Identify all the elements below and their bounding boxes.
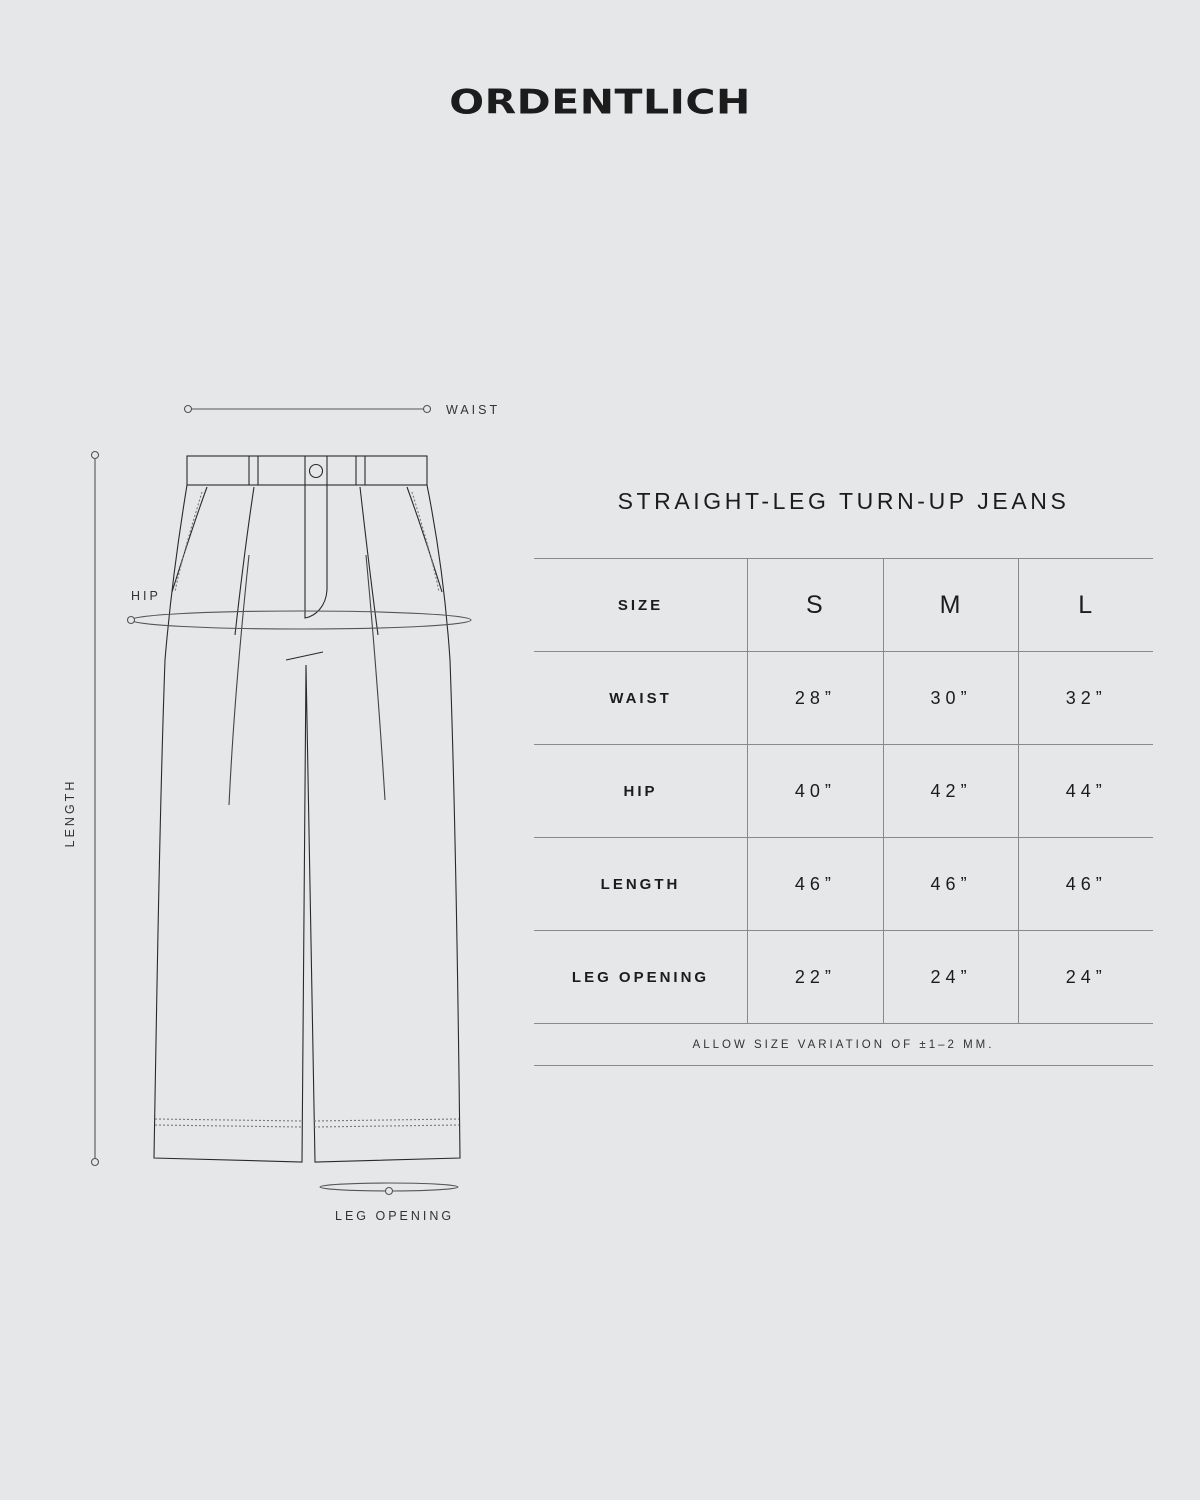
garment-diagram	[0, 0, 540, 1300]
table-row-waist	[534, 652, 1153, 745]
table-row-leg-opening	[534, 931, 1153, 1024]
cell-leg-opening-m: 24”	[883, 931, 1019, 1024]
table-row-length	[534, 838, 1153, 931]
size-l: L	[1019, 559, 1153, 652]
jeans-illustration	[0, 0, 540, 1300]
cell-waist-s: 28”	[748, 652, 884, 745]
size-variation-note: ALLOW SIZE VARIATION OF ±1–2 MM.	[534, 1024, 1153, 1066]
cell-length-l: 46”	[1019, 838, 1153, 931]
cell-hip-s: 40”	[748, 745, 884, 838]
product-title: STRAIGHT-LEG TURN-UP JEANS	[617, 488, 1070, 514]
size-header-label: SIZE	[534, 559, 748, 652]
length-measure-label: LENGTH	[63, 778, 77, 848]
table-row-hip	[534, 745, 1153, 838]
cell-length-s: 46”	[748, 838, 884, 931]
size-m: M	[883, 559, 1019, 652]
cell-length-m: 46”	[883, 838, 1019, 931]
cell-waist-m: 30”	[883, 652, 1019, 745]
cell-hip-m: 42”	[883, 745, 1019, 838]
row-label: HIP	[534, 745, 748, 838]
size-chart-table	[534, 558, 1153, 1066]
table-note-row	[534, 1024, 1153, 1066]
hip-measure-label: HIP	[131, 589, 161, 603]
waist-measure-label: WAIST	[446, 403, 501, 417]
row-label: LEG OPENING	[534, 931, 748, 1024]
size-s: S	[748, 559, 884, 652]
size-header-row	[534, 559, 1153, 652]
row-label: WAIST	[534, 652, 748, 745]
cell-waist-l: 32”	[1019, 652, 1153, 745]
leg-opening-measure-label: LEG OPENING	[335, 1209, 455, 1223]
brand-logo: ORDENTLICH	[449, 82, 751, 122]
cell-hip-l: 44”	[1019, 745, 1153, 838]
cell-leg-opening-s: 22”	[748, 931, 884, 1024]
row-label: LENGTH	[534, 838, 748, 931]
cell-leg-opening-l: 24”	[1019, 931, 1153, 1024]
